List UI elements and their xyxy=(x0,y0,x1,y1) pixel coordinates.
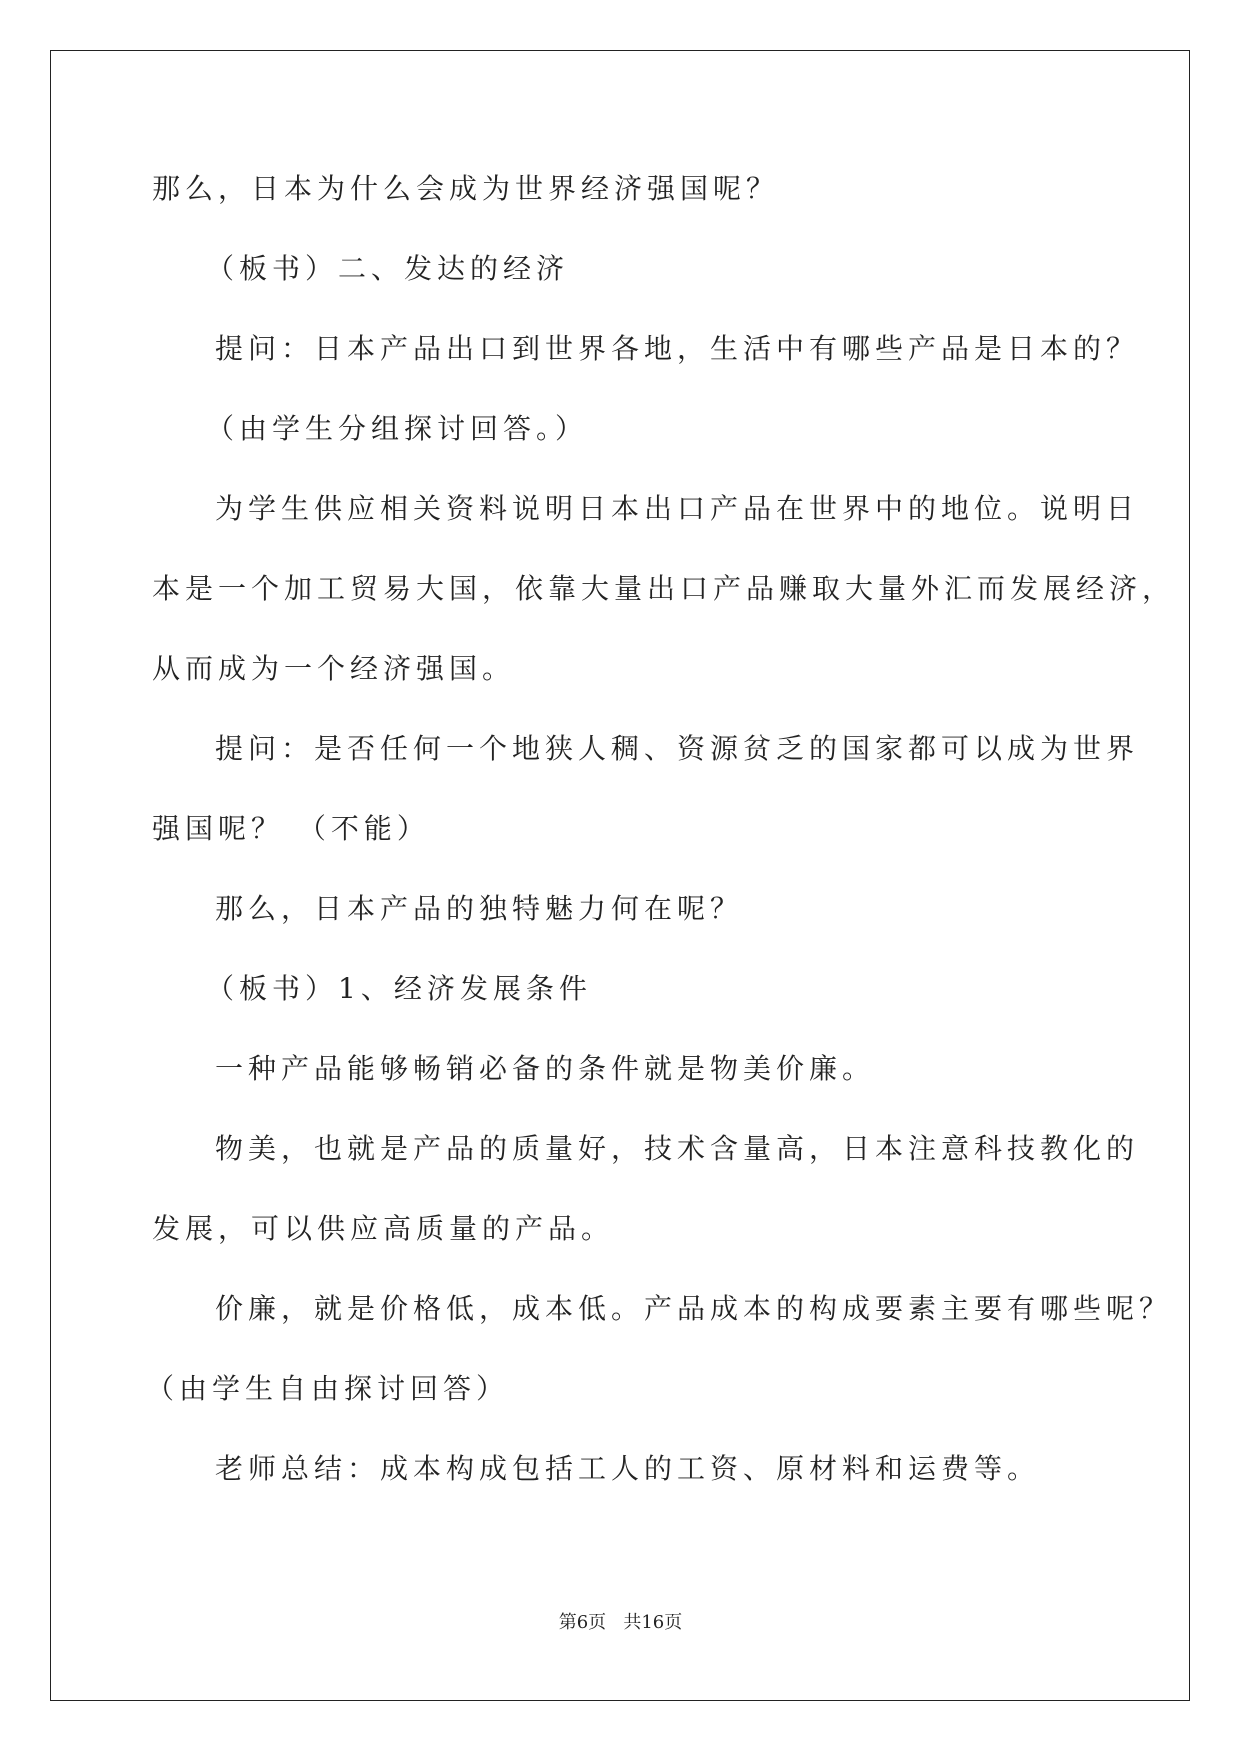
text-line-12: 一种产品能够畅销必备的条件就是物美价廉。 xyxy=(215,1052,876,1085)
text-line-13: 物美，也就是产品的质量好，技术含量高，日本注意科技教化的 xyxy=(215,1132,1140,1165)
text-line-17: 老师总结：成本构成包括工人的工资、原材料和运费等。 xyxy=(215,1452,1041,1485)
text-line-5: 为学生供应相关资料说明日本出口产品在世界中的地位。说明日 xyxy=(215,492,1140,525)
text-line-15: 价廉，就是价格低，成本低。产品成本的构成要素主要有哪些呢？ xyxy=(215,1292,1173,1325)
text-line-9: 强国呢？ （不能） xyxy=(152,812,430,845)
text-line-6: 本是一个加工贸易大国，依靠大量出口产品赚取大量外汇而发展经济， xyxy=(152,572,1176,605)
text-line-8: 提问：是否任何一个地狭人稠、资源贫乏的国家都可以成为世界 xyxy=(215,732,1140,765)
text-line-14: 发展，可以供应高质量的产品。 xyxy=(152,1212,615,1245)
text-line-3: 提问：日本产品出口到世界各地，生活中有哪些产品是日本的？ xyxy=(215,332,1140,365)
text-line-4: （由学生分组探讨回答。） xyxy=(206,412,589,445)
text-line-2: （板书）二、发达的经济 xyxy=(206,252,570,285)
text-line-10: 那么，日本产品的独特魅力何在呢？ xyxy=(215,892,744,925)
text-line-11: （板书）1、经济发展条件 xyxy=(206,972,592,1005)
page-footer xyxy=(0,1612,1241,1634)
text-line-7: 从而成为一个经济强国。 xyxy=(152,652,516,685)
text-line-1: 那么，日本为什么会成为世界经济强国呢？ xyxy=(152,172,780,205)
page-number: 第6页 共16页 xyxy=(558,1612,683,1633)
text-line-16: （由学生自由探讨回答） xyxy=(146,1372,510,1405)
